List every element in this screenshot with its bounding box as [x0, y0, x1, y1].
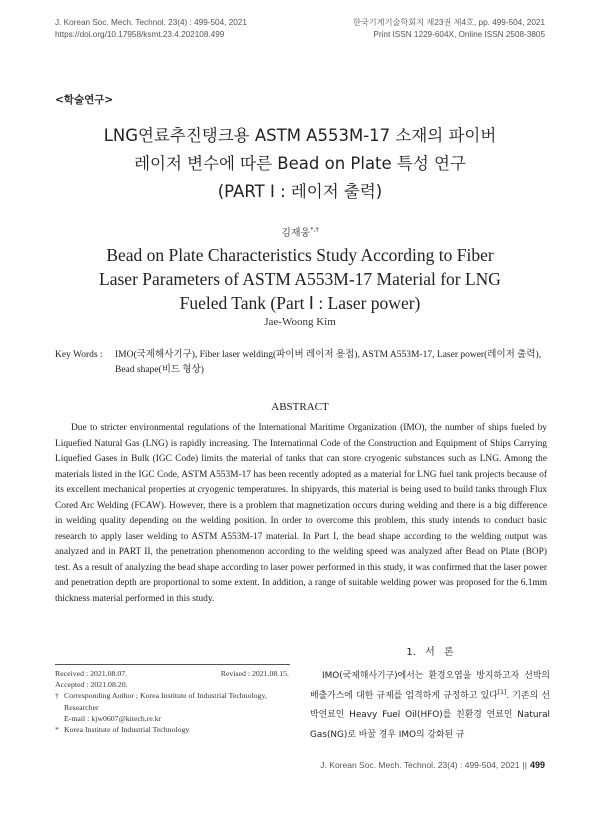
corresponding-author-note — [55, 690, 295, 712]
accepted-date: Accepted : 2021.08.20. — [55, 680, 128, 690]
footnotes — [55, 668, 295, 735]
korean-title-line-1: LNG연료추진탱크용 ASTM A553M-17 소재의 파이버 — [103, 126, 497, 145]
abstract-heading: ABSTRACT — [271, 401, 329, 413]
revised-date: Revised : 2021.08.15. — [220, 669, 289, 678]
section-title: 서 론 — [425, 647, 454, 658]
affiliation-text: Korea Institute of Industrial Technology — [64, 725, 190, 734]
english-title-line-2: Laser Parameters of ASTM A553M-17 Material for LNG — [99, 269, 501, 289]
footnote-divider — [55, 664, 290, 665]
asterisk-mark: * — [55, 725, 59, 734]
article-category: <학술연구> — [55, 94, 114, 106]
issn-info: Print ISSN 1229-604X, Online ISSN 2508-3805 — [373, 30, 545, 39]
author-marks: *,† — [310, 225, 319, 234]
section-heading — [310, 643, 550, 658]
footer-citation: J. Korean Soc. Mech. Technol. 23(4) : 499-504, 2021 — [320, 760, 520, 770]
dagger-mark: † — [55, 691, 59, 701]
intro-text-2: . 기존의 선박연료인 Heavy Fuel Oil(HFO)를 친환경 연료인 Natural Gas(NG)로 바꿀 경우 IMO의 강화된 규 — [310, 690, 550, 740]
received-date: Received : 2021.08.07. — [55, 669, 128, 678]
reference-citation[interactable]: [1] — [497, 688, 507, 696]
journal-citation-korean: 한국기계기술학회지 제23권 제4호, pp. 499-504, 2021 — [352, 18, 545, 27]
english-title — [0, 243, 600, 315]
english-title-line-3: Fueled Tank (Part Ⅰ : Laser power) — [179, 293, 421, 313]
korean-author — [0, 224, 600, 239]
section-number: 1. — [406, 647, 416, 658]
english-title-line-1: Bead on Plate Characteristics Study According to Fiber — [106, 245, 494, 265]
korean-title — [0, 122, 600, 206]
keywords-label: Key Words : — [55, 350, 103, 360]
email-note — [55, 713, 295, 724]
keywords-block — [55, 348, 550, 378]
running-header-right — [353, 17, 545, 41]
corresponding-author-text: Corresponding Author ; Korea Institute of Industrial Technology, Researcher — [64, 691, 267, 712]
page-number: 499 — [529, 760, 545, 770]
journal-citation: J. Korean Soc. Mech. Technol. 23(4) : 499-504, 2021 — [55, 18, 247, 27]
author-email[interactable]: E-mail : kjw0607@kitech.re.kr — [64, 713, 162, 723]
korean-author-name: 김재웅 — [281, 228, 311, 239]
korean-title-line-2: 레이저 변수에 따른 Bead on Plate 특성 연구 — [134, 154, 466, 173]
received-revised-row — [55, 668, 295, 679]
footer-separator: || — [522, 760, 527, 770]
english-author: Jae-Woong Kim — [264, 316, 336, 328]
running-header-left — [55, 17, 247, 41]
running-footer — [320, 760, 545, 770]
doi-link[interactable]: https://doi.org/10.17958/ksmt.23.4.202108.499 — [55, 30, 225, 39]
affiliation-note — [55, 724, 295, 735]
abstract-body: Due to stricter environmental regulations of the International Maritime Organization (IMO), the number of ships fueled by Liquefied Natural Gas (LNG) is rapidly increasing. The International Code of the Construction and Equipment of Ships Carrying Liquefied Gases in Bulk (IGC Code) limits the material of tanks that can store cryogenic substances such as LNG. Among the materials listed in the IGC Code, ASTM A553M-17 has been recently adopted as a material for LNG fuel tank projects because of its excellent mechanical properties at cryogenic temperatures. In shipyards, this material is being used to build tanks through Flux Cored Arc Welding (FCAW). However, there is a problem that magnetization occurs during welding and there is a big difference in welding quality depending on the welding position. In order to overcome this problem, this study intends to conduct basic research to apply laser welding to ASTM A553M-17 material. In Part I, the bead shape according to the welding output was analyzed and in PART II, the penetration phenomenon according to the welding speed was analyzed after Bead on Plate (BOP) test. As a result of analyzing the bead shape according to laser power performed in this study, it was confirmed that the laser power and penetration depth are proportional to some extent. In addition, a range of suitable welding power was proposed for the 6.1mm thickness material performed in this study. — [55, 423, 547, 604]
korean-title-line-3: (PART Ⅰ : 레이저 출력) — [217, 182, 383, 201]
intro-paragraph — [310, 667, 550, 745]
intro-text-1: IMO(국제해사기구)에서는 환경오염을 방지하고자 선박의 배출가스에 대한 규제를 엄격하게 규정하고 있다 — [310, 671, 550, 701]
keywords-text: IMO(국제해사기구), Fiber laser welding(파이버 레이저 용접), ASTM A553M-17, Laser power(레이저 출력), Bead shape(비드 형상) — [115, 350, 542, 375]
